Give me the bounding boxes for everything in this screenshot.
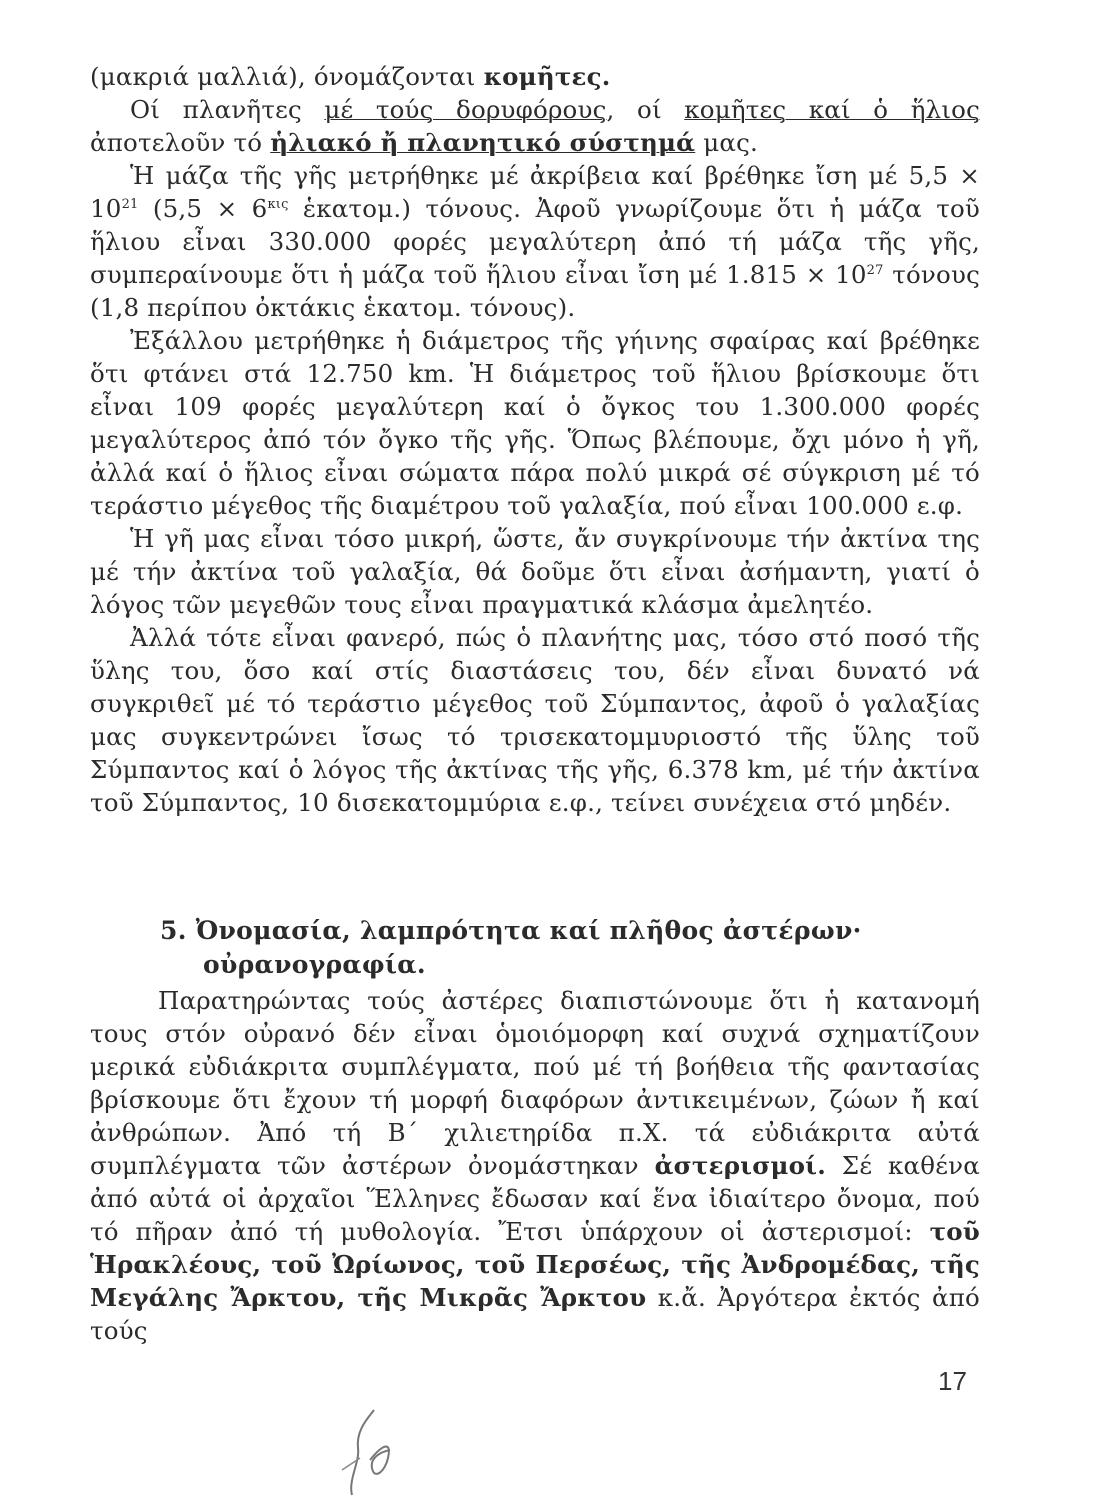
paragraph-comets [90,60,980,93]
paragraph-universe: Ἀλλά τότε εἶναι φανερό, πώς ὁ πλανήτης μας, τόσο στό ποσό τῆς ὕλης του, ὅσο καί στίς διαστάσεις του, δέν εἶναι δυνατό νά συγκριθεῖ μέ τό τεράστιο μέγεθος τοῦ Σύμπαντος, ἀφοῦ ὁ γαλαξίας μας συγκεντρώνει ἴσως τό τρισεκατομμυριοστό τῆς ὕλης τοῦ Σύμπαντος καί ὁ λόγος τῆς ἀκτίνας τῆς γῆς, 6.378 km, μέ τήν ἀκτίνα τοῦ Σύμπαντος, 10 δισεκατομμύρια ε.φ., τείνει συνέχεια στό μηδέν. [90,623,980,817]
text-run: μας. [695,128,759,157]
underlined-phrase: μέ τούς δορυφόρους [324,95,607,124]
text-run: Ἡ μάζα τῆς γῆς μετρήθηκε μέ ἀκρίβεια καί βρέθηκε ἴση μέ 5,5 × 10 [90,161,980,223]
text-run: , οί [606,95,685,124]
paragraph-earth-mass [90,159,980,324]
bold-constellation-names: τοῦ Ἡρακλέους, τοῦ Ὠρίωνος, τοῦ Περσέως, τῆς Ἀνδρομέδας, τῆς Μεγάλης Ἄρκτου, τῆς Μικρᾶς Ἄρκτου [90,1217,980,1312]
section-heading [160,914,880,982]
text-run: (5,5 × 6 [138,194,268,223]
page-number: 17 [938,1366,967,1396]
exponent: 21 [121,197,139,212]
text-run: ἀποτελοῦν τό [90,128,271,157]
text-run: κ.ἄ. Ἀργότερα ἐκτός ἀπό τούς [90,1283,981,1345]
text-run: τόνους (1,8 περίπου ὀκτάκις ἑκατομ. τόνους). [90,260,980,322]
text-run: ἑκατομ.) τόνους. Ἀφοῦ γνωρίζουμε ὅτι ἡ μάζα τοῦ ἥλιου εἶναι 330.000 φορές μεγαλύτερη ἀπό τή μάζα τῆς γῆς, συμπεραίνουμε ὅτι ἡ μάζα τοῦ ἥλιου εἶναι ἴση μέ 1.815 × 10 [90,194,980,289]
bold-term-solar-system: ἡλιακό ἤ πλανητικό σύστημά [270,128,696,157]
paragraph-diameter: Ἐξάλλου μετρήθηκε ἡ διάμετρος τῆς γήινης σφαίρας καί βρέθηκε ὅτι φτάνει στά 12.750 km. Ἡ διάμετρος τοῦ ἥλιου βρίσκουμε ὅτι εἶναι 109 φορές μεγαλύτερη καί ὁ ὄγκος του 1.300.000 φορές μεγαλύτερος ἀπό τόν ὄγκο τῆς γῆς. Ὅπως βλέπουμε, ὄχι μόνο ἡ γῆ, ἀλλά καί ὁ ἥλιος εἶναι σώματα πάρα πολύ μικρά σέ σύγκριση μέ τό τεράστιο μέγεθος τῆς διαμέτρου τοῦ γαλαξία, πού εἶναι 100.000 ε.φ. [90,326,980,520]
exponent: 27 [866,263,884,278]
text-run: Οί πλανῆτες [130,95,325,124]
handwritten-pencil-mark-icon [330,1400,400,1500]
paragraph-solar-system [90,93,980,159]
exponent: κις [267,197,289,212]
text-run: Σέ καθένα ἀπό αὐτά οἱ ἀρχαῖοι Ἕλληνες ἔδωσαν καί ἕνα ἰδιαίτερο ὄνομα, πού τό πῆραν ἀπό τή μυθολογία. Ἔτσι ὑπάρχουν οἱ ἀστερισμοί: [90,1151,980,1246]
paragraph-earth-small: Ἡ γῆ μας εἶναι τόσο μικρή, ὥστε, ἄν συγκρίνουμε τήν ἀκτίνα της μέ τήν ἀκτίνα τοῦ γαλαξία, θά δοῦμε ὅτι εἶναι ἀσήμαντη, γιατί ὁ λόγος τῶν μεγεθῶν τους εἶναι πραγματικά κλάσμα ἀμελητέο. [90,524,980,619]
paragraph-text: (μακριά μαλλιά), όνομάζονται [90,62,484,91]
paragraph-constellations [90,984,980,1347]
text-run: Παρατηρώντας τούς ἀστέρες διαπιστώνουμε ὅτι ἡ κατανομή τους στόν οὐρανό δέν εἶναι ὁμοιόμορφη καί συχνά σχηματίζουν μερικά εὐδιάκριτα συμπλέγματα, πού μέ τή βοήθεια τῆς φαντασίας βρίσκουμε ὅτι ἔχουν τή μορφή διαφόρων ἀντικειμένων, ζώων ἤ καί ἀνθρώπων. Ἀπό τή Β΄ χιλιετηρίδα π.Χ. τά εὐδιάκριτα αὐτά συμπλέγματα τῶν ἀστέρων ὀνομάστηκαν [90,986,980,1180]
body-text-upper [90,60,980,819]
section-heading-line-1: 5. Ὀνομασία, λαμπρότητα καί πλῆθος ἀστέρων· [160,916,862,945]
bold-term-constellations: ἀστερισμοί. [654,1151,826,1180]
section-heading-line-2: οὐρανογραφία. [203,950,426,979]
bold-term-comets: κομῆτες. [483,62,611,91]
underlined-phrase: κομῆτες καί ὁ ἥλιος [684,95,980,124]
body-text-lower [90,984,980,1347]
